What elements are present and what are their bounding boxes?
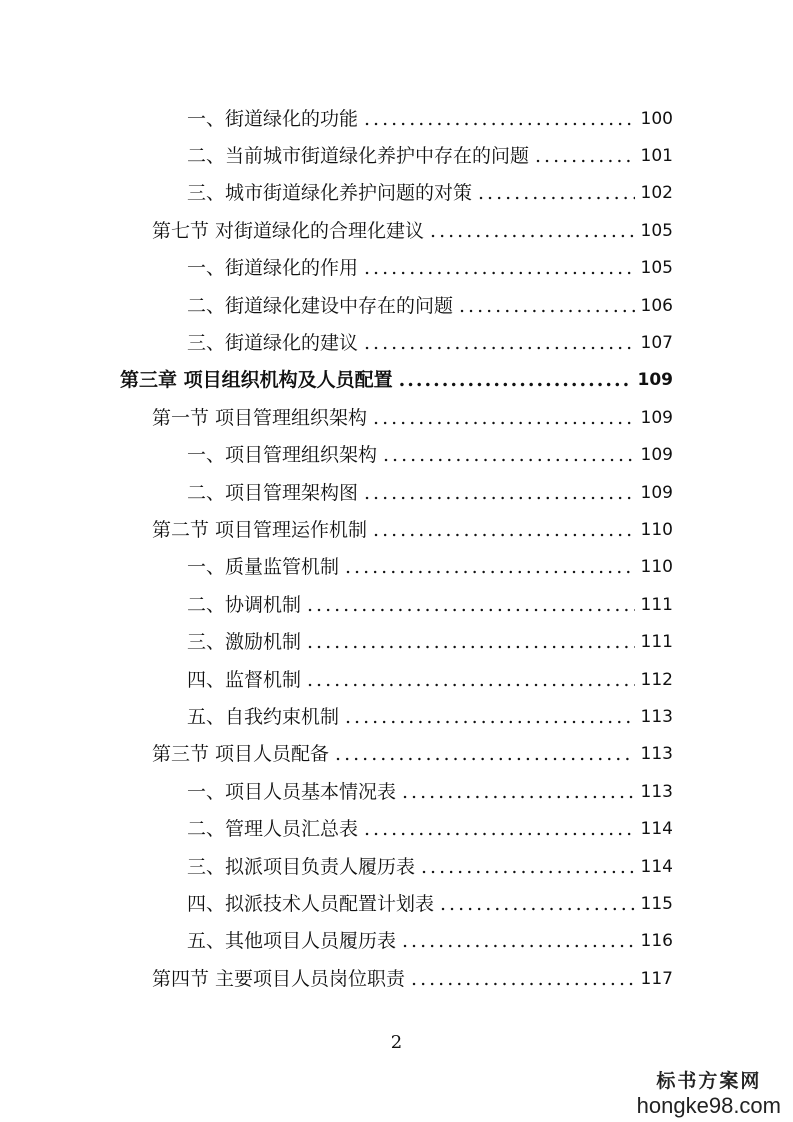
watermark-url: hongke98.com — [636, 1093, 781, 1118]
toc-entry-item — [187, 701, 673, 733]
toc-entry-title: 一、质量监管机制 — [187, 556, 340, 579]
toc-dot-leader — [364, 334, 635, 353]
toc-entry-item — [187, 440, 673, 472]
toc-dot-leader — [364, 259, 635, 278]
toc-entry-item — [187, 140, 673, 172]
toc-entry-item — [187, 327, 673, 359]
toc-entry-item — [187, 103, 673, 135]
toc-entry-page: 113 — [640, 744, 673, 765]
toc-dot-leader — [399, 371, 632, 390]
toc-entry-item — [187, 888, 673, 920]
toc-entry-section — [152, 215, 673, 247]
toc-dot-leader — [421, 858, 635, 877]
toc-dot-leader — [307, 671, 635, 690]
toc-entry-page: 114 — [640, 819, 673, 840]
toc-entry-page: 109 — [640, 445, 673, 466]
toc-entry-title: 二、项目管理架构图 — [187, 481, 359, 504]
toc-entry-page: 110 — [640, 519, 673, 540]
page-number: 2 — [390, 1032, 403, 1053]
toc-entry-title: 一、街道绿化的作用 — [187, 257, 359, 280]
toc-entry-page: 109 — [640, 407, 673, 428]
toc-dot-leader — [307, 596, 635, 615]
toc-entry-title: 三、激励机制 — [187, 631, 302, 654]
toc-entry-page: 113 — [640, 706, 673, 727]
toc-entry-section — [152, 963, 673, 995]
toc-dot-leader — [307, 633, 635, 652]
toc-entry-item — [187, 926, 673, 958]
toc-entry-page: 112 — [640, 669, 673, 690]
toc-entry-title: 四、拟派技术人员配置计划表 — [187, 892, 435, 915]
toc-entry-item — [187, 290, 673, 322]
toc-dot-leader — [402, 783, 635, 802]
toc-dot-leader — [535, 147, 635, 166]
watermark — [637, 1066, 781, 1119]
toc-entry-item — [187, 776, 673, 808]
toc-entry-title: 三、拟派项目负责人履历表 — [187, 855, 416, 878]
toc-dot-leader — [383, 446, 635, 465]
toc-entry-section — [152, 514, 673, 546]
toc-entry-title: 第四节 主要项目人员岗位职责 — [152, 967, 406, 990]
toc-entry-page: 110 — [640, 557, 673, 578]
toc-entry-title: 第三节 项目人员配备 — [152, 743, 330, 766]
toc-entry-item — [187, 814, 673, 846]
toc-entry-title: 一、项目人员基本情况表 — [187, 780, 397, 803]
toc-entry-page: 106 — [640, 295, 673, 316]
toc-entry-chapter — [120, 365, 673, 397]
toc-entry-item — [187, 477, 673, 509]
toc-entry-title: 三、城市街道绿化养护问题的对策 — [187, 182, 473, 205]
toc-entry-page: 109 — [637, 370, 673, 391]
toc-dot-leader — [364, 484, 635, 503]
toc-dot-leader — [373, 409, 635, 428]
toc-entry-title: 二、当前城市街道绿化养护中存在的问题 — [187, 144, 530, 167]
toc-entry-title: 第二节 项目管理运作机制 — [152, 518, 368, 541]
toc-entry-page: 105 — [640, 220, 673, 241]
toc-dot-leader — [430, 222, 635, 241]
toc-entry-page: 114 — [640, 856, 673, 877]
toc-entry-section — [152, 739, 673, 771]
toc-dot-leader — [364, 110, 635, 129]
toc-entry-page: 111 — [640, 632, 673, 653]
toc-dot-leader — [459, 297, 635, 316]
toc-dot-leader — [345, 708, 635, 727]
toc-dot-leader — [402, 932, 635, 951]
toc-entry-item — [187, 664, 673, 696]
toc-entry-title: 第三章 项目组织机构及人员配置 — [120, 369, 393, 392]
toc-entry-title: 五、其他项目人员履历表 — [187, 930, 397, 953]
toc-entry-item — [187, 589, 673, 621]
toc-entry-item — [187, 851, 673, 883]
toc-entry-page: 109 — [640, 482, 673, 503]
toc-entry-title: 四、监督机制 — [187, 668, 302, 691]
toc-entry-title: 二、街道绿化建设中存在的问题 — [187, 294, 454, 317]
toc-entry-title: 二、管理人员汇总表 — [187, 818, 359, 841]
toc-entry-page: 101 — [640, 145, 673, 166]
toc-entry-page: 100 — [640, 108, 673, 129]
toc-dot-leader — [478, 184, 635, 203]
toc-entry-title: 五、自我约束机制 — [187, 705, 340, 728]
toc-entry-page: 117 — [640, 968, 673, 989]
toc-entry-item — [187, 253, 673, 285]
toc-entry-title: 一、街道绿化的功能 — [187, 107, 359, 130]
toc-dot-leader — [364, 820, 635, 839]
toc-entry-title: 第七节 对街道绿化的合理化建议 — [152, 219, 425, 242]
toc-entry-title: 一、项目管理组织架构 — [187, 444, 378, 467]
toc-dot-leader — [345, 558, 635, 577]
toc-entry-section — [152, 402, 673, 434]
toc-dot-leader — [335, 745, 635, 764]
toc-entry-item — [187, 552, 673, 584]
toc-entry-item — [187, 627, 673, 659]
toc-entry-title: 三、街道绿化的建议 — [187, 331, 359, 354]
toc-dot-leader — [440, 895, 635, 914]
toc-entry-page: 105 — [640, 258, 673, 279]
toc-entry-page: 116 — [640, 931, 673, 952]
toc-dot-leader — [373, 521, 635, 540]
toc-entry-title: 二、协调机制 — [187, 593, 302, 616]
toc-entry-page: 111 — [640, 594, 673, 615]
toc-dot-leader — [411, 970, 635, 989]
toc-entry-page: 115 — [640, 893, 673, 914]
toc-entry-page: 107 — [640, 332, 673, 353]
watermark-title: 标书方案网 — [656, 1070, 762, 1092]
toc-entry-page: 102 — [640, 183, 673, 204]
toc-entry-title: 第一节 项目管理组织架构 — [152, 406, 368, 429]
toc-entry-page: 113 — [640, 781, 673, 802]
toc-entry-item — [187, 178, 673, 210]
